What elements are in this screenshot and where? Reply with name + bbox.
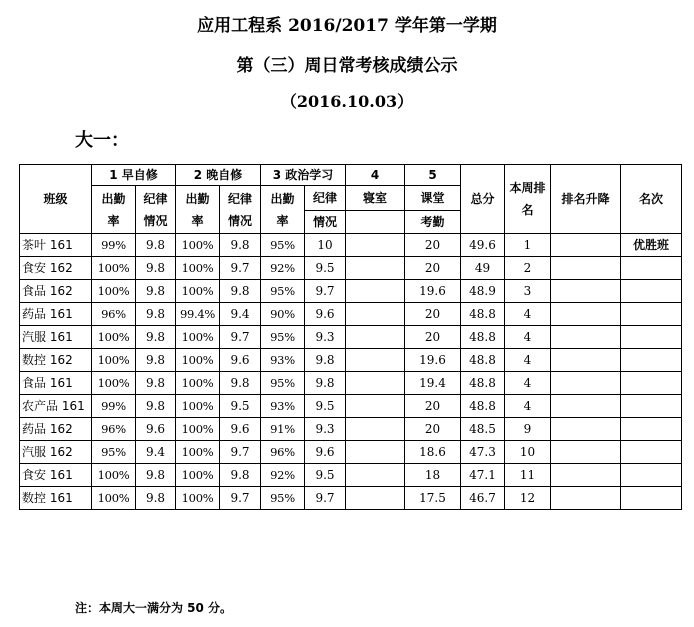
politics-discipline-cell: 9.8 [305, 372, 346, 395]
total-score-cell: 47.1 [461, 464, 505, 487]
table-row [20, 349, 682, 372]
dorm-score-cell [346, 487, 405, 510]
table-row [20, 303, 682, 326]
morning-attendance-cell: 100% [92, 487, 136, 510]
weekly-rank-cell: 4 [505, 326, 551, 349]
grade-label: 大一： [75, 130, 129, 151]
document-date: （2016.10.03） [280, 92, 414, 111]
politics-discipline-cell: 9.3 [305, 418, 346, 441]
politics-discipline-cell: 9.8 [305, 349, 346, 372]
evening-attendance-cell: 100% [176, 464, 220, 487]
place-cell [621, 303, 682, 326]
header-dorm-number: 4 [346, 165, 405, 186]
class-attendance-cell: 20 [405, 303, 461, 326]
total-score-cell: 49 [461, 257, 505, 280]
morning-attendance-cell: 99% [92, 395, 136, 418]
politics-discipline-cell: 9.7 [305, 280, 346, 303]
table-row [20, 464, 682, 487]
class-attendance-cell: 20 [405, 257, 461, 280]
total-score-cell: 49.6 [461, 234, 505, 257]
total-score-cell: 48.8 [461, 326, 505, 349]
politics-discipline-cell: 9.7 [305, 487, 346, 510]
footnote: 注：本周大一满分为 50 分。 [75, 601, 233, 615]
morning-attendance-cell: 100% [92, 349, 136, 372]
politics-attendance-cell: 95% [261, 326, 305, 349]
evening-attendance-cell: 100% [176, 441, 220, 464]
header-total: 总分 [461, 165, 505, 234]
morning-discipline-cell: 9.8 [136, 280, 176, 303]
total-score-cell: 48.8 [461, 303, 505, 326]
class-attendance-cell: 18.6 [405, 441, 461, 464]
dorm-score-cell [346, 303, 405, 326]
header-class-attendance: 考勤 [405, 211, 461, 234]
class-name-cell: 数控 161 [20, 487, 92, 510]
evening-discipline-cell: 9.7 [220, 441, 261, 464]
politics-discipline-cell: 9.6 [305, 441, 346, 464]
politics-discipline-cell: 9.5 [305, 464, 346, 487]
place-cell [621, 418, 682, 441]
weekly-rank-cell: 1 [505, 234, 551, 257]
weekly-rank-cell: 4 [505, 395, 551, 418]
class-attendance-cell: 17.5 [405, 487, 461, 510]
total-score-cell: 46.7 [461, 487, 505, 510]
class-name-cell: 食安 161 [20, 464, 92, 487]
table-row [20, 280, 682, 303]
table-row [20, 372, 682, 395]
evening-discipline-cell: 9.7 [220, 487, 261, 510]
evening-attendance-cell: 100% [176, 234, 220, 257]
header-class: 班级 [20, 165, 92, 234]
rank-change-cell [551, 326, 621, 349]
evening-discipline-cell: 9.8 [220, 280, 261, 303]
score-table [19, 164, 682, 510]
weekly-rank-cell: 4 [505, 349, 551, 372]
class-name-cell: 药品 162 [20, 418, 92, 441]
evening-attendance-cell: 99.4% [176, 303, 220, 326]
place-cell [621, 395, 682, 418]
morning-discipline-cell: 9.8 [136, 395, 176, 418]
morning-discipline-cell: 9.8 [136, 303, 176, 326]
morning-attendance-cell: 100% [92, 326, 136, 349]
rank-change-cell [551, 372, 621, 395]
header-political-study: 3 政治学习 [261, 165, 346, 186]
header-rank-change: 排名升降 [551, 165, 621, 234]
evening-discipline-cell: 9.7 [220, 257, 261, 280]
morning-discipline-cell: 9.8 [136, 372, 176, 395]
table-row [20, 395, 682, 418]
dorm-score-cell [346, 326, 405, 349]
dorm-score-cell [346, 395, 405, 418]
dorm-score-cell [346, 418, 405, 441]
document-title: 应用工程系 2016/2017 学年第一学期 [197, 16, 497, 36]
header-evening-study: 2 晚自修 [176, 165, 261, 186]
total-score-cell: 47.3 [461, 441, 505, 464]
rank-change-cell [551, 395, 621, 418]
evening-attendance-cell: 100% [176, 349, 220, 372]
evening-discipline-cell: 9.6 [220, 418, 261, 441]
class-attendance-cell: 20 [405, 395, 461, 418]
morning-discipline-cell: 9.8 [136, 487, 176, 510]
weekly-rank-cell: 10 [505, 441, 551, 464]
evening-discipline-cell: 9.6 [220, 349, 261, 372]
class-attendance-cell: 19.6 [405, 349, 461, 372]
header-discipline: 纪律 情况 [220, 186, 261, 234]
rank-change-cell [551, 234, 621, 257]
evening-discipline-cell: 9.5 [220, 395, 261, 418]
weekly-rank-cell: 12 [505, 487, 551, 510]
place-cell [621, 464, 682, 487]
evening-attendance-cell: 100% [176, 326, 220, 349]
weekly-rank-cell: 4 [505, 372, 551, 395]
morning-attendance-cell: 96% [92, 303, 136, 326]
dorm-score-cell [346, 234, 405, 257]
morning-attendance-cell: 96% [92, 418, 136, 441]
evening-discipline-cell: 9.4 [220, 303, 261, 326]
politics-attendance-cell: 95% [261, 280, 305, 303]
dorm-score-cell [346, 441, 405, 464]
evening-discipline-cell: 9.8 [220, 234, 261, 257]
politics-discipline-cell: 9.5 [305, 257, 346, 280]
morning-attendance-cell: 99% [92, 234, 136, 257]
politics-discipline-cell: 9.6 [305, 303, 346, 326]
politics-discipline-cell: 9.5 [305, 395, 346, 418]
place-cell [621, 257, 682, 280]
table-row [20, 441, 682, 464]
class-name-cell: 食安 162 [20, 257, 92, 280]
politics-attendance-cell: 93% [261, 395, 305, 418]
header-discipline-cont: 情况 [305, 211, 346, 234]
weekly-rank-cell: 9 [505, 418, 551, 441]
dorm-score-cell [346, 280, 405, 303]
rank-change-cell [551, 441, 621, 464]
rank-change-cell [551, 418, 621, 441]
class-attendance-cell: 20 [405, 418, 461, 441]
class-name-cell: 食品 162 [20, 280, 92, 303]
class-name-cell: 汽服 161 [20, 326, 92, 349]
morning-discipline-cell: 9.8 [136, 464, 176, 487]
rank-change-cell [551, 487, 621, 510]
morning-discipline-cell: 9.8 [136, 349, 176, 372]
place-cell: 优胜班 [621, 234, 682, 257]
place-cell [621, 441, 682, 464]
politics-attendance-cell: 95% [261, 487, 305, 510]
table-row [20, 326, 682, 349]
evening-discipline-cell: 9.8 [220, 464, 261, 487]
politics-discipline-cell: 10 [305, 234, 346, 257]
politics-attendance-cell: 92% [261, 464, 305, 487]
morning-discipline-cell: 9.4 [136, 441, 176, 464]
evening-discipline-cell: 9.7 [220, 326, 261, 349]
evening-attendance-cell: 100% [176, 372, 220, 395]
header-discipline: 纪律 情况 [136, 186, 176, 234]
place-cell [621, 326, 682, 349]
politics-attendance-cell: 90% [261, 303, 305, 326]
header-attendance-rate: 出勤 率 [92, 186, 136, 234]
total-score-cell: 48.5 [461, 418, 505, 441]
politics-attendance-cell: 91% [261, 418, 305, 441]
header-weekly-rank: 本周排 名 [505, 165, 551, 234]
politics-attendance-cell: 92% [261, 257, 305, 280]
header-discipline: 纪律 [305, 186, 346, 211]
class-name-cell: 汽服 162 [20, 441, 92, 464]
class-attendance-cell: 18 [405, 464, 461, 487]
morning-attendance-cell: 95% [92, 441, 136, 464]
rank-change-cell [551, 257, 621, 280]
evening-attendance-cell: 100% [176, 487, 220, 510]
politics-attendance-cell: 96% [261, 441, 305, 464]
place-cell [621, 372, 682, 395]
place-cell [621, 349, 682, 372]
dorm-score-cell [346, 464, 405, 487]
morning-discipline-cell: 9.8 [136, 234, 176, 257]
politics-attendance-cell: 95% [261, 234, 305, 257]
header-place: 名次 [621, 165, 682, 234]
politics-discipline-cell: 9.3 [305, 326, 346, 349]
dorm-score-cell [346, 349, 405, 372]
table-row [20, 418, 682, 441]
header-attendance-rate: 出勤 率 [176, 186, 220, 234]
rank-change-cell [551, 303, 621, 326]
weekly-rank-cell: 4 [505, 303, 551, 326]
total-score-cell: 48.8 [461, 372, 505, 395]
place-cell [621, 487, 682, 510]
class-name-cell: 药品 161 [20, 303, 92, 326]
place-cell [621, 280, 682, 303]
rank-change-cell [551, 280, 621, 303]
rank-change-cell [551, 464, 621, 487]
header-dorm-blank [346, 211, 405, 234]
class-name-cell: 茶叶 161 [20, 234, 92, 257]
class-attendance-cell: 19.6 [405, 280, 461, 303]
morning-attendance-cell: 100% [92, 464, 136, 487]
evening-attendance-cell: 100% [176, 395, 220, 418]
morning-attendance-cell: 100% [92, 372, 136, 395]
politics-attendance-cell: 93% [261, 349, 305, 372]
total-score-cell: 48.9 [461, 280, 505, 303]
class-attendance-cell: 20 [405, 326, 461, 349]
table-row [20, 234, 682, 257]
evening-attendance-cell: 100% [176, 257, 220, 280]
evening-discipline-cell: 9.8 [220, 372, 261, 395]
class-name-cell: 数控 162 [20, 349, 92, 372]
table-row [20, 487, 682, 510]
rank-change-cell [551, 349, 621, 372]
weekly-rank-cell: 2 [505, 257, 551, 280]
header-class-number: 5 [405, 165, 461, 186]
header-dorm: 寝室 [346, 186, 405, 211]
header-class-label: 课堂 [405, 186, 461, 211]
evening-attendance-cell: 100% [176, 280, 220, 303]
morning-attendance-cell: 100% [92, 257, 136, 280]
weekly-rank-cell: 3 [505, 280, 551, 303]
morning-attendance-cell: 100% [92, 280, 136, 303]
header-attendance-rate: 出勤 率 [261, 186, 305, 234]
evening-attendance-cell: 100% [176, 418, 220, 441]
class-name-cell: 农产品 161 [20, 395, 92, 418]
header-morning-study: 1 早自修 [92, 165, 176, 186]
politics-attendance-cell: 95% [261, 372, 305, 395]
dorm-score-cell [346, 257, 405, 280]
morning-discipline-cell: 9.8 [136, 326, 176, 349]
morning-discipline-cell: 9.8 [136, 257, 176, 280]
total-score-cell: 48.8 [461, 395, 505, 418]
class-name-cell: 食品 161 [20, 372, 92, 395]
total-score-cell: 48.8 [461, 349, 505, 372]
class-attendance-cell: 20 [405, 234, 461, 257]
class-attendance-cell: 19.4 [405, 372, 461, 395]
document-subtitle: 第（三）周日常考核成绩公示 [236, 56, 458, 76]
weekly-rank-cell: 11 [505, 464, 551, 487]
table-row [20, 257, 682, 280]
morning-discipline-cell: 9.6 [136, 418, 176, 441]
dorm-score-cell [346, 372, 405, 395]
